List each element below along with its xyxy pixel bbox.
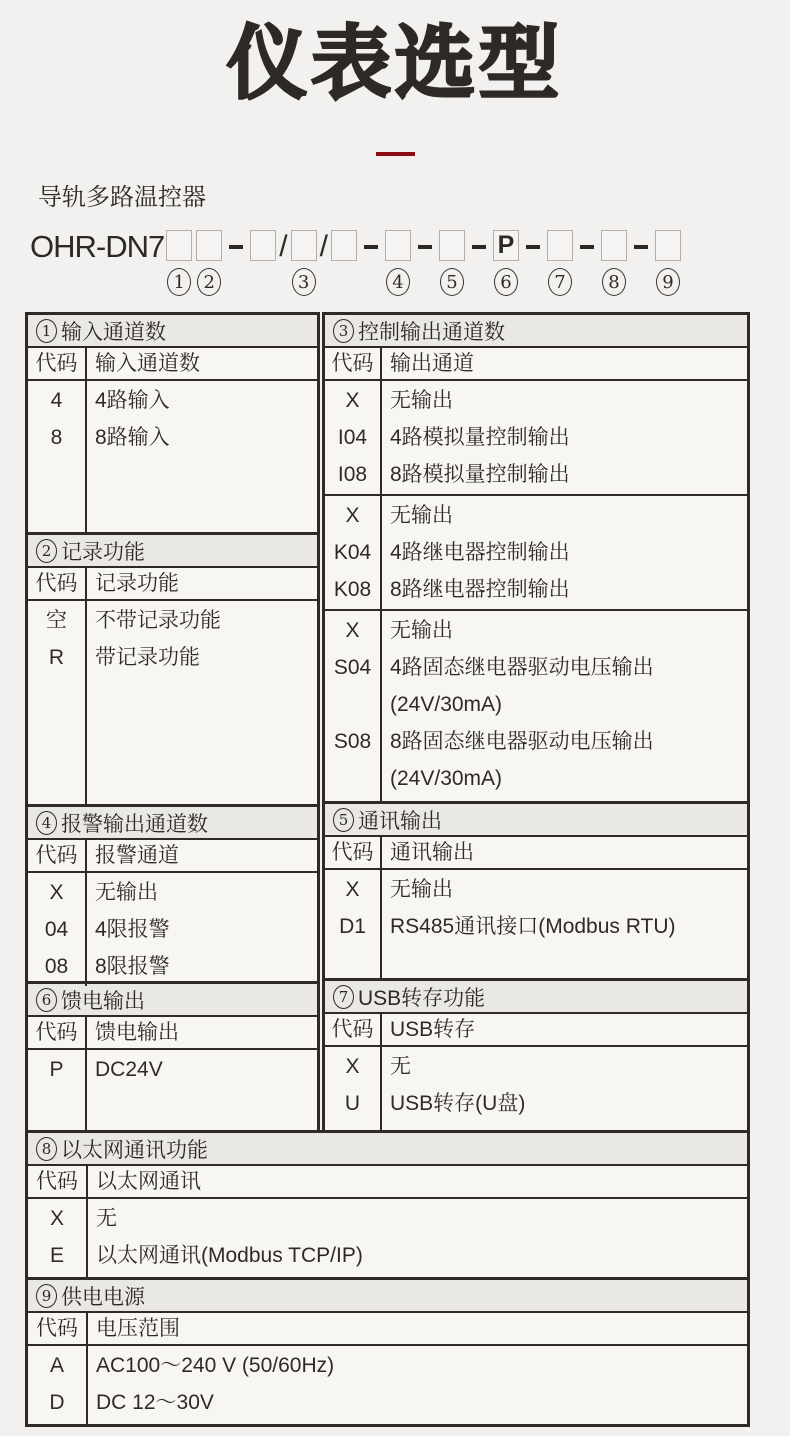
table-body [28, 568, 317, 804]
desc-cell [380, 419, 747, 456]
desc-cell [85, 382, 317, 419]
desc-line: AC100～240 V (50/60Hz) [96, 1354, 335, 1377]
row-group [325, 609, 747, 798]
table-row [28, 911, 317, 948]
model-position-label: 4 [386, 268, 410, 296]
code-column-header: 代码 [331, 352, 374, 375]
table-communication-output [322, 801, 750, 984]
desc-line: DC24V [95, 1058, 163, 1081]
column-header-row [325, 837, 747, 870]
model-slash-separator: / [319, 230, 328, 263]
model-code-unit [196, 230, 222, 296]
table-filler [28, 1089, 317, 1130]
section-number-badge: 9 [36, 1284, 57, 1308]
desc-line: 无输出 [390, 878, 453, 901]
table-body [28, 1017, 317, 1130]
table-input-channels [25, 312, 320, 535]
table-row [28, 948, 317, 985]
section-number-badge: 1 [36, 319, 57, 343]
page-title: 仪表选型 [227, 19, 563, 108]
desc-cell [86, 1237, 747, 1274]
desc-line: RS485通讯接口(Modbus RTU) [390, 915, 676, 938]
product-name: 导轨多路温控器 [38, 184, 206, 211]
model-code-unit [655, 230, 681, 296]
section-header [28, 1280, 747, 1313]
section-title: 记录功能 [61, 540, 145, 564]
desc-line: 8限报警 [95, 955, 170, 978]
model-position-label: 2 [197, 268, 221, 296]
column-header-row [28, 1017, 317, 1050]
section-header [28, 315, 317, 348]
code-column-header: 代码 [331, 1018, 374, 1041]
section-header [28, 984, 317, 1017]
model-code-unit [291, 230, 317, 296]
model-position-label: 8 [602, 268, 626, 296]
desc-line: 不带记录功能 [95, 609, 221, 632]
desc-cell [380, 1085, 747, 1122]
code-cell: K08 [333, 578, 372, 601]
code-cell: A [49, 1354, 64, 1377]
code-cell: X [345, 389, 360, 412]
desc-cell [380, 1048, 747, 1085]
code-cell: 04 [44, 918, 69, 941]
table-row [28, 1237, 747, 1274]
desc-cell [86, 1347, 747, 1384]
desc-line: 无输出 [95, 881, 158, 904]
table-row [325, 497, 747, 534]
desc-line: 8路继电器控制输出 [390, 578, 570, 601]
section-header [28, 1133, 747, 1166]
table-feed-output [25, 981, 320, 1133]
desc-column-header: 报警通道 [95, 844, 179, 867]
desc-column-header: 电压范围 [96, 1317, 180, 1340]
table-control-output-channels [322, 312, 750, 807]
desc-line: 无 [96, 1207, 117, 1230]
table-row [325, 419, 747, 456]
section-title: 通讯输出 [358, 809, 442, 833]
table-row [28, 1200, 747, 1237]
section-title: USB转存功能 [358, 986, 486, 1010]
table-power-supply [25, 1277, 750, 1427]
desc-line: 无输出 [390, 619, 453, 642]
model-code-box [547, 230, 573, 261]
section-header [325, 804, 747, 837]
code-cell: X [345, 1055, 360, 1078]
model-code-unit [493, 230, 519, 296]
desc-line: 4限报警 [95, 918, 170, 941]
table-row [28, 1347, 747, 1384]
desc-line: 4路固态继电器驱动电压输出 [390, 656, 654, 679]
desc-line: 带记录功能 [95, 646, 200, 669]
section-title: 控制输出通道数 [358, 320, 505, 344]
model-code-box [331, 230, 357, 261]
desc-line: DC 12～30V [96, 1391, 214, 1414]
row-group [325, 870, 747, 946]
model-code-unit [166, 230, 192, 296]
code-cell: E [49, 1244, 64, 1267]
code-cell: U [344, 1092, 361, 1115]
column-header-row [28, 840, 317, 873]
desc-cell [380, 908, 747, 945]
table-row [325, 649, 747, 723]
model-code-box [291, 230, 317, 261]
desc-line: 无输出 [390, 389, 453, 412]
table-row [28, 1051, 317, 1088]
selection-tables [25, 312, 750, 1427]
table-row [325, 571, 747, 608]
code-column-header: 代码 [331, 841, 374, 864]
code-cell: X [345, 504, 360, 527]
section-header [325, 315, 747, 348]
model-dash-separator [229, 245, 243, 249]
code-cell: X [49, 881, 64, 904]
desc-line: 4路模拟量控制输出 [390, 426, 570, 449]
table-row [325, 534, 747, 571]
desc-cell [85, 948, 317, 985]
model-code-box [196, 230, 222, 261]
table-group-row-1 [25, 312, 750, 807]
title-accent-bar [376, 152, 415, 156]
table-filler [325, 798, 747, 804]
row-group [28, 1346, 747, 1422]
table-row [28, 639, 317, 676]
desc-cell [380, 612, 747, 649]
section-title: 馈电输出 [61, 989, 145, 1013]
section-number-badge: 3 [333, 319, 354, 343]
table-row [325, 871, 747, 908]
code-cell: X [49, 1207, 64, 1230]
desc-column-header: USB转存 [390, 1018, 476, 1041]
model-dash-separator [472, 245, 486, 249]
section-header [325, 981, 747, 1014]
table-filler [28, 677, 317, 804]
code-cell: 4 [50, 389, 63, 412]
code-cell: X [345, 878, 360, 901]
table-record-function [25, 532, 320, 807]
code-cell: R [48, 646, 65, 669]
table-group-row-3 [25, 981, 750, 1133]
model-code-unit [331, 230, 357, 296]
column-header-row [28, 348, 317, 381]
section-number-badge: 8 [36, 1137, 57, 1161]
model-code-box: P [493, 230, 519, 261]
section-header [28, 535, 317, 568]
desc-cell [380, 871, 747, 908]
row-group [28, 381, 317, 457]
model-position-label: 9 [656, 268, 680, 296]
desc-column-header: 通讯输出 [390, 841, 474, 864]
code-cell: I04 [337, 426, 368, 449]
left-column [25, 312, 320, 807]
desc-column-header: 馈电输出 [95, 1021, 179, 1044]
model-code-unit [385, 230, 411, 296]
code-column-header: 代码 [35, 1021, 78, 1044]
desc-line: 4路输入 [95, 389, 170, 412]
section-number-badge: 6 [36, 988, 57, 1012]
table-body [325, 348, 747, 804]
table-filler [325, 1123, 747, 1130]
row-group [28, 1050, 317, 1089]
table-filler [325, 946, 747, 981]
table-row [325, 382, 747, 419]
model-position-label: 3 [292, 268, 316, 296]
code-column-header: 代码 [36, 1170, 78, 1193]
desc-line: (24V/30mA) [390, 693, 503, 716]
model-code-box [385, 230, 411, 261]
code-cell: 8 [50, 426, 63, 449]
desc-line: 8路输入 [95, 426, 170, 449]
section-number-badge: 2 [36, 539, 57, 563]
table-body [325, 1014, 747, 1130]
code-cell: S04 [333, 656, 372, 679]
desc-cell [86, 1200, 747, 1237]
column-header-row [325, 1014, 747, 1047]
model-position-label: 6 [494, 268, 518, 296]
table-row [28, 382, 317, 419]
table-usb-dump [322, 978, 750, 1133]
model-prefix: OHR-DN7 [30, 229, 165, 264]
table-row [28, 874, 317, 911]
desc-cell [380, 382, 747, 419]
desc-column-header: 输出通道 [390, 352, 474, 375]
desc-cell [85, 1051, 317, 1088]
model-slash-separator: / [279, 230, 288, 263]
column-header-row [28, 568, 317, 601]
desc-line: 8路模拟量控制输出 [390, 463, 570, 486]
section-number-badge: 4 [36, 811, 57, 835]
desc-line: (24V/30mA) [390, 767, 503, 790]
model-position-label: 1 [167, 268, 191, 296]
table-group-row-2 [25, 804, 750, 984]
model-position-label: 7 [548, 268, 572, 296]
table-filler [28, 1422, 747, 1424]
row-group [28, 1199, 747, 1275]
table-row [325, 612, 747, 649]
table-row [325, 723, 747, 797]
desc-column-header: 记录功能 [95, 572, 179, 595]
model-dash-separator [418, 245, 432, 249]
column-header-row [325, 348, 747, 381]
section-title: 报警输出通道数 [61, 812, 208, 836]
column-header-row [28, 1313, 747, 1346]
table-row [325, 1085, 747, 1122]
desc-line: 8路固态继电器驱动电压输出 [390, 730, 654, 753]
model-code-unit [547, 230, 573, 296]
code-column-header: 代码 [35, 844, 78, 867]
section-title: 以太网通讯功能 [61, 1138, 208, 1162]
row-group [325, 494, 747, 609]
desc-column-header: 以太网通讯 [96, 1170, 201, 1193]
desc-line: 无 [390, 1055, 411, 1078]
desc-cell [86, 1384, 747, 1421]
table-filler [28, 457, 317, 532]
code-column-header: 代码 [35, 572, 78, 595]
code-cell: K04 [333, 541, 372, 564]
row-group [28, 873, 317, 986]
code-cell: 空 [46, 609, 67, 632]
desc-cell [85, 639, 317, 676]
desc-cell [380, 649, 747, 723]
model-position-label: 5 [440, 268, 464, 296]
desc-cell [380, 723, 747, 797]
desc-cell [85, 419, 317, 456]
desc-cell [85, 874, 317, 911]
desc-line: USB转存(U盘) [390, 1092, 526, 1115]
desc-line: 4路继电器控制输出 [390, 541, 570, 564]
model-code-unit [601, 230, 627, 296]
row-group [325, 1047, 747, 1123]
table-row [28, 419, 317, 456]
table-alarm-output-channels [25, 804, 320, 984]
desc-column-header: 输入通道数 [95, 352, 200, 375]
code-cell: X [345, 619, 360, 642]
table-row [325, 1048, 747, 1085]
table-row [325, 456, 747, 493]
code-cell: 08 [44, 955, 69, 978]
model-code-box [601, 230, 627, 261]
code-cell: P [49, 1058, 64, 1081]
section-number-badge: 7 [333, 985, 354, 1009]
table-body [325, 837, 747, 981]
desc-cell [380, 534, 747, 571]
model-code-unit [439, 230, 465, 296]
code-column-header: 代码 [35, 352, 78, 375]
desc-cell [380, 497, 747, 534]
table-body [28, 1166, 747, 1277]
table-filler [28, 1275, 747, 1277]
section-title: 供电电源 [61, 1285, 145, 1309]
code-cell: S08 [333, 730, 372, 753]
section-number-badge: 5 [333, 808, 354, 832]
model-code-box [439, 230, 465, 261]
code-cell: I08 [337, 463, 368, 486]
model-code-box [655, 230, 681, 261]
code-cell: D1 [339, 915, 366, 938]
table-row [28, 602, 317, 639]
model-dash-separator [634, 245, 648, 249]
model-dash-separator [526, 245, 540, 249]
row-group [28, 601, 317, 677]
model-code-box [250, 230, 276, 261]
model-code-line [30, 230, 790, 296]
table-body [28, 840, 317, 986]
model-dash-separator [580, 245, 594, 249]
row-group [325, 381, 747, 494]
model-code-box [166, 230, 192, 261]
table-row [325, 908, 747, 945]
desc-line: 以太网通讯(Modbus TCP/IP) [96, 1244, 363, 1267]
column-header-row [28, 1166, 747, 1199]
desc-cell [380, 456, 747, 493]
model-code-unit [250, 230, 276, 296]
table-row [28, 1384, 747, 1421]
section-header [28, 807, 317, 840]
desc-cell [380, 571, 747, 608]
desc-cell [85, 602, 317, 639]
table-ethernet [25, 1130, 750, 1280]
desc-cell [85, 911, 317, 948]
table-body [28, 1313, 747, 1424]
code-column-header: 代码 [36, 1317, 78, 1340]
section-title: 输入通道数 [61, 320, 166, 344]
code-cell: D [49, 1391, 65, 1414]
model-dash-separator [364, 245, 378, 249]
desc-line: 无输出 [390, 504, 453, 527]
table-body [28, 348, 317, 532]
